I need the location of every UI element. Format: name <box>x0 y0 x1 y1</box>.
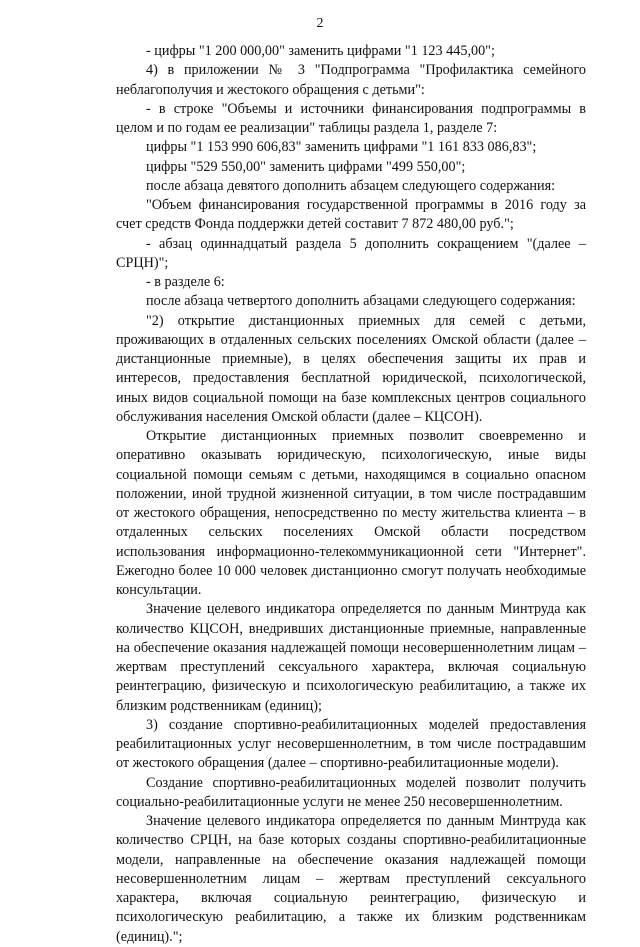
document-body <box>116 42 586 947</box>
paragraph: цифры "529 550,00" заменить цифрами "499 550,00"; <box>146 158 466 175</box>
paragraph: Значение целевого индикатора определяется по данным Минтруда как количество КЦСОН, внедривших дистанционные приемные, направленные на обеспечение оказания надлежащей помощи несовершеннолетним лицам – жертвам преступлений сексуального характера, включая социальную реинтеграцию, физическую и психологическую реабилитацию, а также их близким родственникам (единиц); <box>116 601 586 714</box>
paragraph: 4) в приложении № 3 "Подпрограмма "Профилактика семейного неблагополучия и жестокого обращения с детьми": <box>116 62 586 98</box>
paragraph: после абзаца девятого дополнить абзацем следующего содержания: <box>146 177 556 194</box>
paragraph: - в строке "Объемы и источники финансирования подпрограммы в целом и по годам ее реализации" таблицы раздела 1, разделе 7: <box>116 100 586 136</box>
paragraph: Создание спортивно-реабилитационных моделей позволит получить социально-реабилитационные услуги не менее 250 несовершеннолетним. <box>116 774 586 810</box>
paragraph: "2) открытие дистанционных приемных для семей с детьми, проживающих в отдаленных сельских поселениях Омской области (далее – дистанционные приемные), в целях обеспечения защиты их прав и интересов, предоставления бесплатной юридической, психологической, иных видов социальной помощи на базе комплексных центров социального обслуживания населения Омской области (далее – КЦСОН). <box>116 312 586 425</box>
paragraph: "Объем финансирования государственной программы в 2016 году за счет средств Фонда поддержки детей составит 7 872 480,00 руб."; <box>116 197 586 233</box>
paragraph: - цифры "1 200 000,00" заменить цифрами "1 123 445,00"; <box>146 43 495 59</box>
paragraph: - абзац одиннадцатый раздела 5 дополнить сокращением "(далее – СРЦН)"; <box>116 235 586 271</box>
paragraph: Открытие дистанционных приемных позволит своевременно и оперативно оказывать юридическую, психологическую, иные виды социальной помощи семьям с детьми, находящимся в социально опасном положении, иной трудной жизненной ситуации, в том числе пострадавшим от жестокого обращения, непосредственно по месту жительства клиента – в отдаленных сельских поселениях Омской области посредством использования информационно-телекоммуникационной сети "Интернет". Ежегодно более 10 000 человек дистанционно смогут получать необходимые консультации. <box>116 428 586 598</box>
paragraph: - в разделе 6: <box>146 274 225 290</box>
paragraph: Значение целевого индикатора определяется по данным Минтруда как количество СРЦН, на базе которых созданы спортивно-реабилитационные модели, направленные на обеспечение оказания надлежащей помощи несовершеннолетним лицам – жертвам преступлений сексуального характера, включая социальную реинтеграцию, физическую и психологическую реабилитацию, а также их близким родственникам (единиц)."; <box>116 813 586 945</box>
paragraph: цифры "1 153 990 606,83" заменить цифрами "1 161 833 086,83"; <box>146 139 537 156</box>
page-number: 2 <box>316 16 324 31</box>
paragraph: 3) создание спортивно-реабилитационных моделей предоставления реабилитационных услуг несовершеннолетним, в том числе пострадавшим от жестокого обращения (далее – спортивно-реабилитационные модели). <box>116 716 586 772</box>
paragraph: после абзаца четвертого дополнить абзацами следующего содержания: <box>146 293 576 310</box>
